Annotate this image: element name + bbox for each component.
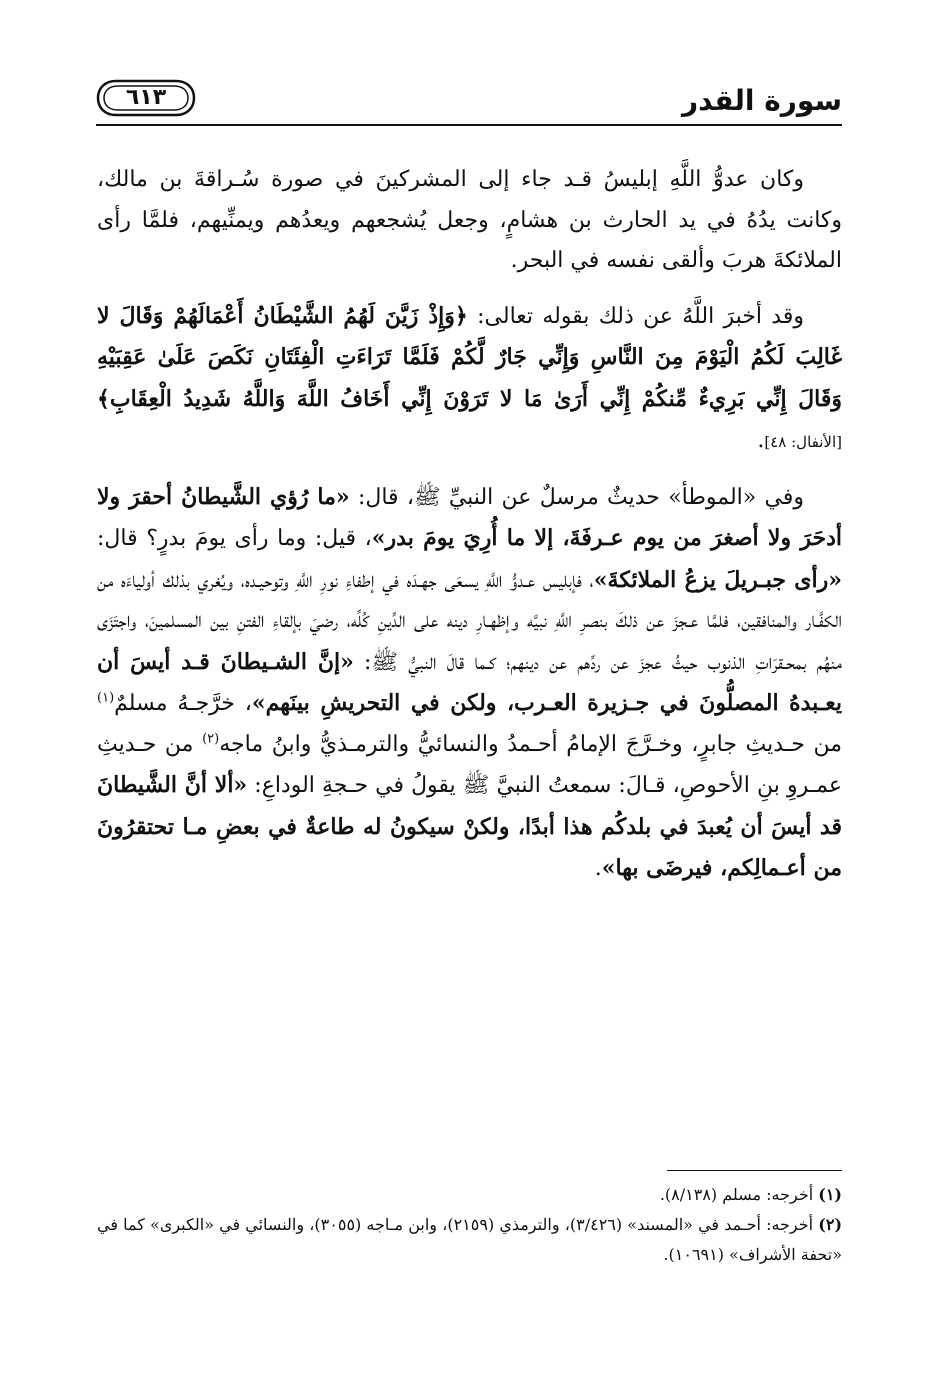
footnote-separator [667, 1170, 842, 1171]
paragraph [97, 477, 842, 890]
footnote-marker: (١) [97, 690, 115, 706]
text-segment: . [757, 428, 765, 453]
text-segment: ، فإبليس عـدوُّ اللَّهِ يسعَى جهـدَه في إطفاءِ نورِ اللَّهِ وتوحيـده، ويُغري بذلك أولياءَه من الكفَّـار والمنافقين، فلمَّا عـجزَ عن ذلكَ بنصرِ اللَّهِ نبيَّه وإظهـارِ دينه على الدِّينِ كُلِّه، رضيَ بإلقاءِ الفتنِ بين المسلمينَ، واجتَزَى منهُم بمحـقرَاتِ الذنوب حيثُ عجزَ عن ردِّهم عن دينهم؛ كـما قالَ النبيُّ ﷺ: [97, 567, 842, 675]
quoted-text: «ألا أنَّ الشَّيطانَ قد أيسَ أن يُعبدَ في بلدكُم هذا أبدًا، ولكنْ سيكونُ له طاعةٌ في بعضِ مـا تحتقرُونَ من أعـمالِكم، فيرضَى بها» [97, 772, 842, 881]
paragraph [97, 160, 842, 282]
paragraph [97, 296, 842, 463]
footnote [97, 1210, 842, 1270]
text-segment: من حـديثِ عمـروِ بنِ الأحوصِ، قـالَ: سمعتُ النبيَّ ﷺ يقولُ في حـجةِ الوداعِ: [97, 731, 843, 798]
footnote-number: (٢) [818, 1215, 843, 1234]
text-segment: وكان عدوُّ اللَّهِ إبليسُ قـد جاء إلى المشركينَ في صورة سُـراقةَ بن مالك، وكانت يدُهُ في يد الحارث بن هشامٍ، وجعل يُشجعهم ويعدُهم ويمنِّيهم، فلمَّا رأى الملائكةَ هربَ وألقى نفسه في البحر. [97, 167, 842, 273]
verse-reference: [الأنفال: ٤٨] [764, 433, 842, 451]
page-number: ٦١٣ [125, 85, 167, 110]
quoted-text: «ما رُؤي الشَّيطانُ أحقرَ ولا أدحَرَ ولا أصغرَ من يوم عـرفَةَ، إلا ما أُرِيَ يومَ بدر» [97, 483, 842, 551]
footnote-number: (١) [818, 1185, 842, 1204]
surah-title: سورة القدر [681, 84, 842, 117]
quoted-text: «رأى جبـريلَ يزعُ الملائكةَ» [593, 566, 842, 593]
header-rule [96, 124, 842, 126]
footnote-text: أخرجه: أحـمد في «المسند» (٣/٤٢٦)، والترمذي (٢١٥٩)، وابن مـاجه (٣٠٥٥)، والنسائي في «الكبرى» كما في «تحفة الأشراف» (١٠٦٩١). [97, 1215, 842, 1264]
text-segment: . [594, 856, 602, 881]
footnote-marker: (٢) [202, 731, 220, 747]
quoted-text: ﴿وَإِذْ زَيَّنَ لَهُمُ الشَّيْطَانُ أَعْمَالَهُمْ وَقَالَ لا غَالِبَ لَكُمُ الْيَوْمَ مِنَ النَّاسِ وَإِنِّي جَارٌ لَّكُمْ فَلَمَّا تَرَاءَتِ الْفِئَتَانِ نَكَصَ عَلَىٰ عَقِبَيْهِ وَقَالَ إِنِّي بَرِيءٌ مِّنكُمْ إِنِّي أَرَىٰ مَا لا تَرَوْنَ إِنِّي أَخَافُ اللَّهَ وَاللَّهُ شَدِيدُ الْعِقَابِ﴾ [97, 302, 842, 412]
body-text [97, 160, 842, 890]
page-number-frame [96, 78, 196, 118]
text-segment: من حـديثِ جابرٍ، وخـرَّجَ الإمامُ أحـمدُ والنسائيُّ والترمـذيُّ وابنُ ماجه [219, 731, 842, 757]
footnote-text: أخرجه: مسلم (٨/١٣٨). [659, 1185, 814, 1204]
text-segment: ، قيل: وما رأى يومَ بدرٍ؟ قال: [97, 526, 372, 551]
footnote [97, 1180, 842, 1210]
footnotes [97, 1180, 842, 1270]
text-segment: ، خرَّجـهُ مسلمٌ [114, 691, 252, 716]
text-segment: وقد أخبرَ اللَّهُ عن ذلك بقوله تعالى: [467, 303, 804, 329]
quoted-text: «إنَّ الشـيطانَ قـد أيسَ أن يعـبدهُ المصلُّونَ في جـزيرة العـرب، ولكن في التحريشِ بينَهم» [97, 648, 842, 716]
text-segment: وفي «الموطأ» حديثٌ مرسلٌ عن النبيِّ ﷺ، قال: [349, 484, 804, 510]
page-header [96, 78, 842, 128]
